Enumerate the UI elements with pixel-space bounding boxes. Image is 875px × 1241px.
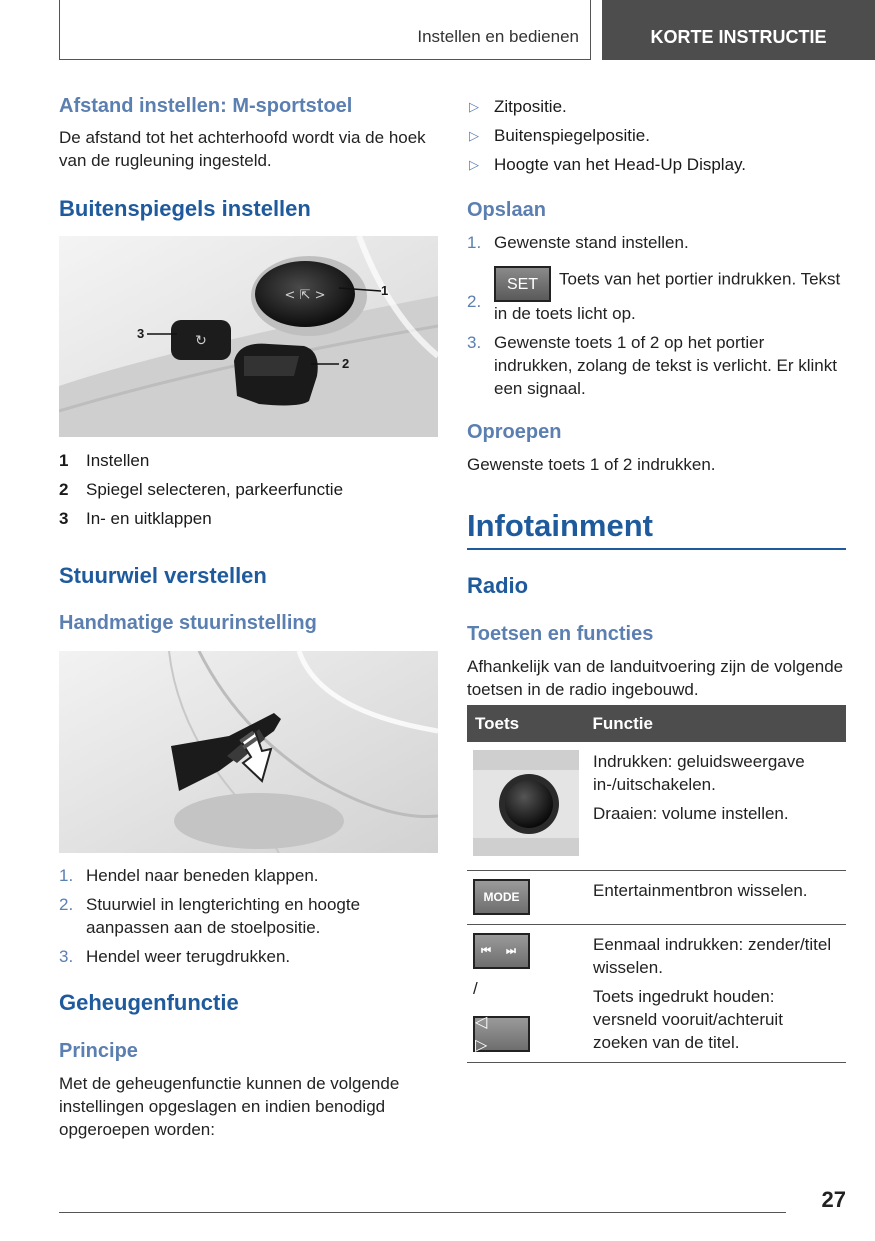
mirror-controls-figure [59,236,438,437]
list-item: 2. SET Toets van het portier indrukken. Tekst in de toets licht op. [467,266,847,325]
volume-knob-icon [473,750,579,856]
table-header-functie: Functie [586,705,847,742]
table-cell-function: Indrukken: geluidsweergave in-/uitschakelen. Draaien: volume instellen. [586,742,847,871]
header-tab [602,0,875,60]
footer-rule [59,1212,786,1213]
opslaan-heading: Opslaan [467,199,546,221]
skip-keys-icon: ⏮ ⏭ [473,933,530,969]
set-key-icon: SET [494,266,551,302]
table-header-toets: Toets [467,705,586,742]
mirror-legend [59,449,439,530]
header-tab-label: KORTE INSTRUCTIE [650,27,827,47]
svg-text:< ⇱ >: < ⇱ > [284,288,326,303]
steering-lever-illustration [59,651,438,853]
radio-text: Afhankelijk van de landuitvoering zijn de volgende toetsen in de radio ingebouwd. [467,657,844,699]
opslaan-steps [467,231,847,400]
geheugen-subheading: Principe [59,1040,138,1062]
stuurwiel-heading: Stuurwiel verstellen [59,563,267,588]
infotainment-rule [467,548,846,550]
geheugen-text: Met de geheugenfunctie kunnen de volgende instellingen opgeslagen en indien benodigd opgeroepen worden: [59,1074,400,1139]
table-cell-key [467,925,586,1063]
list-item: 2. Stuurwiel in lengterichting en hoogte aanpassen aan de stoelpositie. [59,895,361,937]
list-item: 3. Gewenste toets 1 of 2 op het portier indrukken, zolang de tekst is verlicht. Er klinkt een signaal. [467,333,837,398]
legend-item: 2 Spiegel selecteren, parkeerfunctie [59,480,344,499]
spiegels-heading: Buitenspiegels instellen [59,196,311,221]
oproepen-heading: Oproepen [467,421,562,443]
table-cell-function: Entertainmentbron wisselen. [586,871,847,925]
stuurwiel-subheading: Handmatige stuurinstelling [59,612,317,634]
table-cell-function: Eenmaal indrukken: zender/titel wisselen. Toets ingedrukt houden: versneld vooruit/achteruit zoeken van de titel. [586,925,847,1063]
geheugen-heading: Geheugenfunctie [59,990,239,1015]
callout-2: 2 [342,356,350,371]
table-cell-key [467,742,586,871]
table-cell-key [467,871,586,925]
legend-item: 3 In- en uitklappen [59,509,212,528]
seek-keys-icon: ◁ ▷ [473,1016,530,1052]
list-item: 1. Hendel naar beneden klappen. [59,866,319,885]
table-header-row [467,705,846,742]
list-item: ▷ Buitenspiegelpositie. [469,126,650,145]
header-section-title: Instellen en bedienen [417,27,579,46]
callout-1: 1 [381,283,389,298]
list-item: 1. Gewenste stand instellen. [467,233,689,252]
radio-subheading: Toetsen en functies [467,623,654,645]
list-item: 3. Hendel weer terugdrukken. [59,947,291,966]
svg-text:↻: ↻ [195,333,207,349]
afstand-heading: Afstand instellen: M-sportstoel [59,95,353,117]
infotainment-heading: Infotainment [467,508,653,543]
key-separator: / [473,979,478,998]
table-row [467,925,846,1063]
callout-3: 3 [137,326,145,341]
radio-keys-table [467,705,846,1063]
legend-item: 1 Instellen [59,451,150,470]
page-number: 27 [821,1187,846,1212]
table-row [467,871,846,925]
memory-settings-list [467,95,847,176]
radio-heading: Radio [467,573,529,598]
stuurwiel-steps [59,864,439,968]
afstand-text: De afstand tot het achterhoofd wordt via de hoek van de rugleuning ingesteld. [59,128,426,170]
mode-key-icon: MODE [473,879,530,915]
list-item: ▷ Zitpositie. [469,97,567,116]
steering-lever-figure [59,651,438,853]
mirror-controls-illustration [59,236,438,437]
oproepen-text: Gewenste toets 1 of 2 indrukken. [467,455,716,474]
table-row [467,742,846,871]
list-item: ▷ Hoogte van het Head-Up Display. [469,155,746,174]
